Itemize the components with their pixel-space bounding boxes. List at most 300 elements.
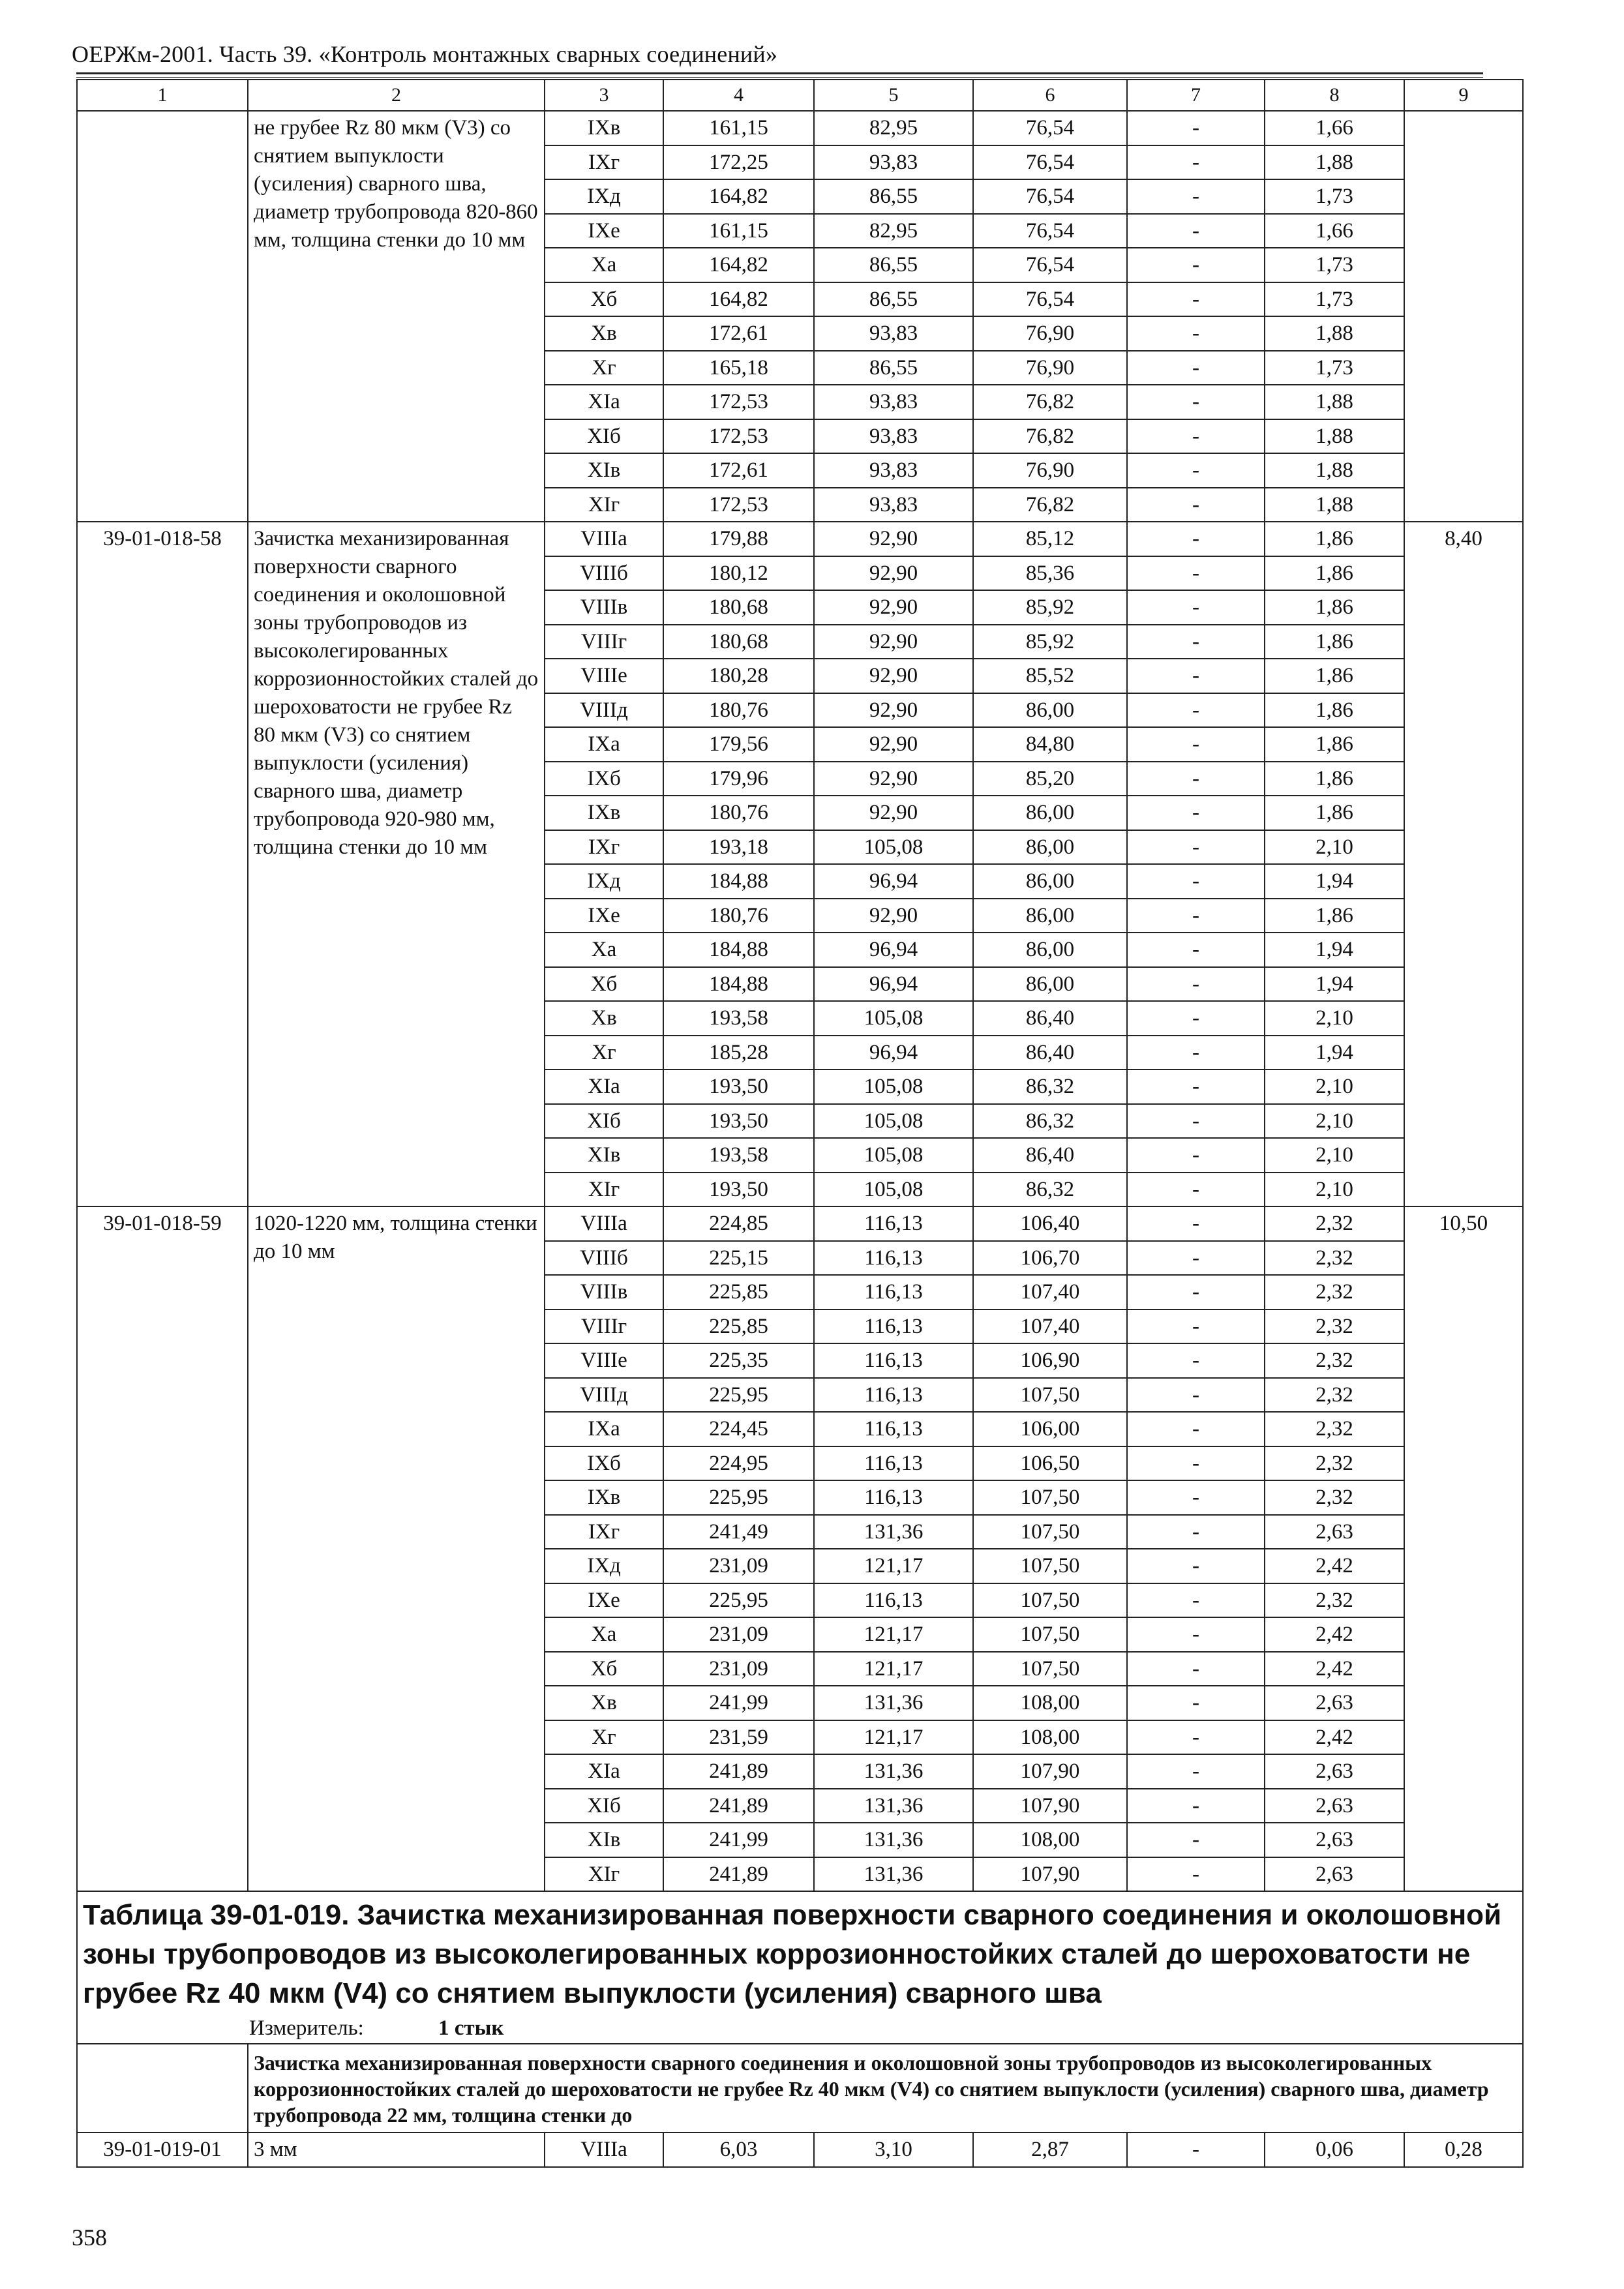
table-row — [77, 2132, 1523, 2167]
rates-table — [76, 79, 1524, 2168]
cell-labor: 86,55 — [814, 282, 973, 317]
table-row — [77, 111, 1523, 145]
cell-class: Xг — [545, 351, 663, 385]
cell-labor-hours: 2,10 — [1265, 1104, 1404, 1139]
cell-labor-hours: 1,88 — [1265, 145, 1404, 180]
cell-labor: 131,36 — [814, 1857, 973, 1892]
cell-materials: - — [1127, 453, 1265, 488]
column-number: 3 — [545, 80, 663, 111]
cell-class: XIб — [545, 419, 663, 454]
cell-materials: - — [1127, 248, 1265, 282]
cell-class: Xг — [545, 1720, 663, 1755]
cell-class: XIв — [545, 1823, 663, 1857]
cell-labor: 92,90 — [814, 899, 973, 933]
cell-labor: 116,13 — [814, 1241, 973, 1276]
cell-labor: 131,36 — [814, 1515, 973, 1549]
cell-labor-hours: 2,32 — [1265, 1241, 1404, 1276]
cell-labor-hours: 2,63 — [1265, 1686, 1404, 1720]
cell-total: 224,95 — [663, 1446, 814, 1481]
cell-materials: - — [1127, 899, 1265, 933]
cell-class: XIа — [545, 1070, 663, 1104]
cell-machines: 76,90 — [973, 351, 1127, 385]
cell-labor-hours: 1,88 — [1265, 488, 1404, 522]
cell-materials: - — [1127, 179, 1265, 214]
cell-total: 179,56 — [663, 727, 814, 762]
cell-class: IXг — [545, 1515, 663, 1549]
cell-total: 225,15 — [663, 1241, 814, 1276]
cell-labor: 92,90 — [814, 522, 973, 556]
section-title: Таблица 39-01-019. Зачистка механизированная поверхности сварного соединения и околошовной зоны трубопроводов из высоколегированных коррозионностойких сталей до шероховатости не грубее Rz 40 мкм (V4) со снятием выпуклости (усиления) сварного шва — [77, 1891, 1523, 2013]
cell-total: 179,88 — [663, 522, 814, 556]
cell-materials: - — [1127, 1515, 1265, 1549]
cell-machines: 108,00 — [973, 1823, 1127, 1857]
cell-machines: 86,40 — [973, 1001, 1127, 1036]
cell-labor-hours: 2,63 — [1265, 1515, 1404, 1549]
cell-labor-hours: 1,86 — [1265, 693, 1404, 728]
cell-total: 180,28 — [663, 659, 814, 693]
cell-total: 225,35 — [663, 1343, 814, 1378]
row-description: Зачистка механизированная поверхности сварного соединения и околошовной зоны трубопроводов из высоколегированных коррозионностойких сталей до шероховатости не грубее Rz 80 мкм (V3) со снятием выпуклости (усиления) сварного шва, диаметр трубопровода 920-980 мм, толщина стенки до 10 мм — [248, 522, 545, 1206]
cell-class: Xв — [545, 1686, 663, 1720]
cell-class: IXд — [545, 179, 663, 214]
cell-class: VIIIг — [545, 625, 663, 659]
cell-machines: 107,90 — [973, 1857, 1127, 1892]
header-rule — [76, 72, 1483, 74]
cell-materials: - — [1127, 1652, 1265, 1686]
cell-total: 180,76 — [663, 899, 814, 933]
cell-labor-hours: 2,63 — [1265, 1857, 1404, 1892]
cell-labor-hours: 1,73 — [1265, 179, 1404, 214]
column-numbers-row — [77, 80, 1523, 111]
cell-labor: 82,95 — [814, 214, 973, 248]
cell-class: IXд — [545, 864, 663, 899]
cell-machines: 107,40 — [973, 1309, 1127, 1344]
cell-materials: - — [1127, 1446, 1265, 1481]
cell-class: Xа — [545, 248, 663, 282]
cell-machines: 76,82 — [973, 419, 1127, 454]
cell-labor-hours: 1,86 — [1265, 899, 1404, 933]
cell-class: XIб — [545, 1789, 663, 1823]
cell-machines: 86,40 — [973, 1138, 1127, 1173]
cell-materials: - — [1127, 145, 1265, 180]
section-title-row — [77, 1891, 1523, 2013]
cell-materials: - — [1127, 762, 1265, 796]
column-number: 2 — [248, 80, 545, 111]
cell-labor-hours: 2,10 — [1265, 830, 1404, 865]
cell-labor: 92,90 — [814, 796, 973, 830]
cell-materials: - — [1127, 1275, 1265, 1309]
cell-total: 225,95 — [663, 1480, 814, 1515]
cell-labor-hours: 2,32 — [1265, 1583, 1404, 1618]
cell-labor-hours: 1,66 — [1265, 214, 1404, 248]
cell-materials: - — [1127, 1686, 1265, 1720]
cell-labor: 92,90 — [814, 590, 973, 625]
cell-class: XIг — [545, 1857, 663, 1892]
cell-class: IXа — [545, 727, 663, 762]
cell-labor-hours: 1,86 — [1265, 796, 1404, 830]
cell-machines: 107,40 — [973, 1275, 1127, 1309]
cell-labor: 92,90 — [814, 659, 973, 693]
cell-class: IXг — [545, 145, 663, 180]
cell-machines: 76,54 — [973, 179, 1127, 214]
cell-materials: - — [1127, 1789, 1265, 1823]
cell-class: IXб — [545, 1446, 663, 1481]
cell-materials: - — [1127, 967, 1265, 1002]
cell-class: Xб — [545, 1652, 663, 1686]
cell-labor-hours: 1,86 — [1265, 727, 1404, 762]
cell-labor-hours: 1,73 — [1265, 282, 1404, 317]
cell-class: XIг — [545, 1173, 663, 1207]
cell-materials: - — [1127, 556, 1265, 591]
cell-class: Xв — [545, 316, 663, 351]
cell-materials: - — [1127, 1036, 1265, 1070]
cell-labor: 131,36 — [814, 1754, 973, 1789]
cell-materials: - — [1127, 419, 1265, 454]
cell-machines: 85,36 — [973, 556, 1127, 591]
cell-labor: 86,55 — [814, 351, 973, 385]
cell-materials: - — [1127, 1823, 1265, 1857]
cell-labor: 116,13 — [814, 1583, 973, 1618]
cell-labor-hours: 2,42 — [1265, 1549, 1404, 1583]
cell-col9: 0,28 — [1404, 2132, 1523, 2167]
cell-materials: - — [1127, 1343, 1265, 1378]
cell-class: IXб — [545, 762, 663, 796]
cell-labor: 121,17 — [814, 1652, 973, 1686]
cell-total: 172,25 — [663, 145, 814, 180]
cell-total: 172,61 — [663, 316, 814, 351]
cell-materials: - — [1127, 488, 1265, 522]
cell-labor-hours: 1,86 — [1265, 590, 1404, 625]
cell-machines: 2,87 — [973, 2132, 1127, 2167]
row-code: 39-01-019-01 — [77, 2132, 248, 2167]
cell-machines: 86,00 — [973, 693, 1127, 728]
cell-total: 164,82 — [663, 179, 814, 214]
cell-total: 180,76 — [663, 796, 814, 830]
cell-total: 241,89 — [663, 1754, 814, 1789]
measure-row — [77, 2013, 1523, 2044]
cell-class: Xг — [545, 1036, 663, 1070]
column-number: 9 — [1404, 80, 1523, 111]
cell-materials: - — [1127, 385, 1265, 419]
cell-total: 224,85 — [663, 1206, 814, 1241]
cell-labor: 96,94 — [814, 1036, 973, 1070]
cell-machines: 108,00 — [973, 1720, 1127, 1755]
cell-materials: - — [1127, 1857, 1265, 1892]
cell-materials: - — [1127, 1549, 1265, 1583]
cell-class: IXе — [545, 899, 663, 933]
cell-labor: 121,17 — [814, 1549, 973, 1583]
cell-class: VIIIе — [545, 659, 663, 693]
cell-labor-hours: 2,32 — [1265, 1206, 1404, 1241]
cell-materials: - — [1127, 351, 1265, 385]
cell-materials: - — [1127, 933, 1265, 967]
cell-total: 179,96 — [663, 762, 814, 796]
cell-labor: 105,08 — [814, 1104, 973, 1139]
cell-class: XIв — [545, 1138, 663, 1173]
cell-labor: 86,55 — [814, 248, 973, 282]
cell-materials: - — [1127, 1104, 1265, 1139]
cell-machines: 76,82 — [973, 385, 1127, 419]
cell-class: IXг — [545, 830, 663, 865]
column-number: 4 — [663, 80, 814, 111]
cell-labor-hours: 2,10 — [1265, 1173, 1404, 1207]
cell-machines: 85,20 — [973, 762, 1127, 796]
cell-total: 161,15 — [663, 111, 814, 145]
cell-total: 165,18 — [663, 351, 814, 385]
column-number: 7 — [1127, 80, 1265, 111]
cell-labor-hours: 1,88 — [1265, 419, 1404, 454]
cell-total: 172,53 — [663, 419, 814, 454]
cell-machines: 85,92 — [973, 625, 1127, 659]
cell-total: 185,28 — [663, 1036, 814, 1070]
cell-total: 225,85 — [663, 1309, 814, 1344]
column-number: 6 — [973, 80, 1127, 111]
cell-total: 180,12 — [663, 556, 814, 591]
cell-labor-hours: 1,88 — [1265, 385, 1404, 419]
cell-total: 161,15 — [663, 214, 814, 248]
cell-labor-hours: 1,94 — [1265, 864, 1404, 899]
cell-machines: 106,70 — [973, 1241, 1127, 1276]
cell-machines: 86,00 — [973, 933, 1127, 967]
cell-labor: 105,08 — [814, 1173, 973, 1207]
cell-machines: 76,54 — [973, 282, 1127, 317]
table-row — [77, 1206, 1523, 1241]
cell-labor-hours: 1,86 — [1265, 762, 1404, 796]
cell-total: 225,95 — [663, 1583, 814, 1618]
cell-machines: 76,54 — [973, 111, 1127, 145]
cell-total: 184,88 — [663, 864, 814, 899]
cell-labor-hours: 2,10 — [1265, 1138, 1404, 1173]
cell-labor: 105,08 — [814, 1138, 973, 1173]
cell-labor-hours: 2,10 — [1265, 1001, 1404, 1036]
cell-machines: 85,92 — [973, 590, 1127, 625]
cell-total: 164,82 — [663, 282, 814, 317]
cell-labor: 93,83 — [814, 145, 973, 180]
cell-machines: 76,54 — [973, 214, 1127, 248]
cell-labor: 116,13 — [814, 1206, 973, 1241]
cell-total: 172,53 — [663, 385, 814, 419]
cell-materials: - — [1127, 796, 1265, 830]
cell-class: IXе — [545, 214, 663, 248]
column-number: 8 — [1265, 80, 1404, 111]
cell-machines: 107,50 — [973, 1617, 1127, 1652]
cell-machines: 107,50 — [973, 1583, 1127, 1618]
cell-materials: - — [1127, 111, 1265, 145]
cell-class: XIб — [545, 1104, 663, 1139]
cell-total: 193,50 — [663, 1173, 814, 1207]
cell-labor: 93,83 — [814, 316, 973, 351]
cell-total: 225,85 — [663, 1275, 814, 1309]
cell-materials: - — [1127, 316, 1265, 351]
cell-machines: 107,50 — [973, 1378, 1127, 1413]
cell-labor-hours: 2,42 — [1265, 1617, 1404, 1652]
cell-labor: 93,83 — [814, 453, 973, 488]
cell-materials: - — [1127, 1583, 1265, 1618]
cell-class: Xв — [545, 1001, 663, 1036]
cell-labor: 93,83 — [814, 419, 973, 454]
cell-machines: 108,00 — [973, 1686, 1127, 1720]
cell-labor-hours: 1,86 — [1265, 556, 1404, 591]
cell-total: 184,88 — [663, 933, 814, 967]
cell-labor-hours: 2,32 — [1265, 1446, 1404, 1481]
cell-machines: 76,90 — [973, 453, 1127, 488]
cell-labor-hours: 2,32 — [1265, 1343, 1404, 1378]
cell-total: 172,61 — [663, 453, 814, 488]
cell-labor: 92,90 — [814, 556, 973, 591]
cell-labor-hours: 2,42 — [1265, 1652, 1404, 1686]
cell-labor: 92,90 — [814, 625, 973, 659]
cell-total: 193,58 — [663, 1138, 814, 1173]
cell-labor-hours: 2,42 — [1265, 1720, 1404, 1755]
cell-materials: - — [1127, 1070, 1265, 1104]
row-col9: 8,40 — [1404, 522, 1523, 1206]
cell-labor-hours: 1,88 — [1265, 316, 1404, 351]
cell-materials: - — [1127, 1617, 1265, 1652]
cell-materials: - — [1127, 214, 1265, 248]
cell-materials: - — [1127, 1754, 1265, 1789]
cell-labor-hours: 1,86 — [1265, 659, 1404, 693]
cell-materials: - — [1127, 590, 1265, 625]
cell-labor-hours: 2,63 — [1265, 1754, 1404, 1789]
cell-total: 241,99 — [663, 1686, 814, 1720]
table-row — [77, 522, 1523, 556]
row-description: не грубее Rz 80 мкм (V3) со снятием выпуклости (усиления) сварного шва, диаметр трубопровода 820-860 мм, толщина стенки до 10 мм — [248, 111, 545, 522]
cell-machines: 86,32 — [973, 1104, 1127, 1139]
cell-class: VIIIа — [545, 522, 663, 556]
cell-materials: - — [1127, 1206, 1265, 1241]
cell-total: 231,59 — [663, 1720, 814, 1755]
cell-labor-hours: 1,94 — [1265, 967, 1404, 1002]
cell-labor: 92,90 — [814, 762, 973, 796]
cell-labor: 116,13 — [814, 1275, 973, 1309]
cell-labor-hours: 2,63 — [1265, 1789, 1404, 1823]
row-code: 39-01-018-58 — [77, 522, 248, 1206]
cell-class: VIIIв — [545, 590, 663, 625]
cell-labor: 96,94 — [814, 864, 973, 899]
cell-materials: - — [1127, 282, 1265, 317]
cell-class: IXд — [545, 1549, 663, 1583]
cell-materials: - — [1127, 522, 1265, 556]
cell-total: 241,89 — [663, 1857, 814, 1892]
cell-total: 224,45 — [663, 1412, 814, 1446]
cell-total: 231,09 — [663, 1652, 814, 1686]
cell-materials: - — [1127, 1720, 1265, 1755]
cell-materials: - — [1127, 727, 1265, 762]
cell-labor-hours: 1,86 — [1265, 625, 1404, 659]
cell-materials: - — [1127, 830, 1265, 865]
cell-total: 164,82 — [663, 248, 814, 282]
cell-labor-hours: 1,88 — [1265, 453, 1404, 488]
cell-machines: 86,40 — [973, 1036, 1127, 1070]
cell-class: XIа — [545, 1754, 663, 1789]
cell-labor: 105,08 — [814, 1070, 973, 1104]
cell-class: VIIIб — [545, 556, 663, 591]
cell-labor-hours: 1,73 — [1265, 248, 1404, 282]
cell-labor-hours: 1,66 — [1265, 111, 1404, 145]
cell-total: 193,50 — [663, 1070, 814, 1104]
cell-labor: 131,36 — [814, 1823, 973, 1857]
cell-machines: 86,32 — [973, 1173, 1127, 1207]
cell-class: VIIIе — [545, 1343, 663, 1378]
cell-class: VIIIб — [545, 1241, 663, 1276]
cell-class: IXв — [545, 111, 663, 145]
cell-total: 6,03 — [663, 2132, 814, 2167]
header-rule-thin — [76, 77, 1483, 78]
cell-labor: 116,13 — [814, 1480, 973, 1515]
cell-labor-hours: 0,06 — [1265, 2132, 1404, 2167]
cell-labor-hours: 1,94 — [1265, 1036, 1404, 1070]
cell-machines: 107,90 — [973, 1789, 1127, 1823]
cell-machines: 86,00 — [973, 830, 1127, 865]
cell-labor: 105,08 — [814, 1001, 973, 1036]
cell-total: 231,09 — [663, 1617, 814, 1652]
cell-class: Xб — [545, 967, 663, 1002]
measure-label: Измеритель: — [249, 2016, 364, 2040]
cell-labor: 116,13 — [814, 1378, 973, 1413]
cell-labor-hours: 2,32 — [1265, 1412, 1404, 1446]
cell-machines: 86,00 — [973, 864, 1127, 899]
cell-class: Xб — [545, 282, 663, 317]
cell-total: 184,88 — [663, 967, 814, 1002]
cell-class: VIIIв — [545, 1275, 663, 1309]
page-number: 358 — [72, 2224, 107, 2251]
cell-labor-hours: 1,94 — [1265, 933, 1404, 967]
cell-total: 225,95 — [663, 1378, 814, 1413]
cell-total: 241,99 — [663, 1823, 814, 1857]
cell-machines: 76,90 — [973, 316, 1127, 351]
cell-machines: 106,40 — [973, 1206, 1127, 1241]
cell-labor: 92,90 — [814, 727, 973, 762]
cell-labor: 3,10 — [814, 2132, 973, 2167]
cell-machines: 107,50 — [973, 1652, 1127, 1686]
cell-machines: 106,00 — [973, 1412, 1127, 1446]
cell-total: 193,18 — [663, 830, 814, 865]
cell-materials: - — [1127, 1138, 1265, 1173]
cell-labor: 105,08 — [814, 830, 973, 865]
column-number: 1 — [77, 80, 248, 111]
cell-total: 241,89 — [663, 1789, 814, 1823]
cell-machines: 107,50 — [973, 1480, 1127, 1515]
cell-class: XIа — [545, 385, 663, 419]
cell-materials: - — [1127, 1001, 1265, 1036]
cell-class: VIIIг — [545, 1309, 663, 1344]
cell-machines: 86,00 — [973, 899, 1127, 933]
cell-class: XIг — [545, 488, 663, 522]
cell-total: 241,49 — [663, 1515, 814, 1549]
cell-class: XIв — [545, 453, 663, 488]
cell-materials: - — [1127, 625, 1265, 659]
section-subtitle: Зачистка механизированная поверхности сварного соединения и околошовной зоны трубопроводов из высоколегированных коррозионностойких сталей до шероховатости не грубее Rz 40 мкм (V4) со снятием выпуклости (усиления) сварного шва, диаметр трубопровода 22 мм, толщина стенки до — [248, 2044, 1523, 2132]
cell-machines: 107,90 — [973, 1754, 1127, 1789]
cell-machines: 86,32 — [973, 1070, 1127, 1104]
cell-total: 180,76 — [663, 693, 814, 728]
cell-labor-hours: 2,63 — [1265, 1823, 1404, 1857]
cell-labor: 92,90 — [814, 693, 973, 728]
cell-labor-hours: 2,32 — [1265, 1480, 1404, 1515]
cell-class: VIIIд — [545, 1378, 663, 1413]
cell-materials: - — [1127, 1173, 1265, 1207]
cell-class: IXв — [545, 1480, 663, 1515]
cell-labor-hours: 2,10 — [1265, 1070, 1404, 1104]
cell-labor: 116,13 — [814, 1412, 973, 1446]
row-code: 39-01-018-59 — [77, 1206, 248, 1891]
cell-materials: - — [1127, 693, 1265, 728]
cell-machines: 86,00 — [973, 967, 1127, 1002]
cell-total: 172,53 — [663, 488, 814, 522]
cell-class: IXв — [545, 796, 663, 830]
cell-machines: 106,50 — [973, 1446, 1127, 1481]
cell-labor: 93,83 — [814, 488, 973, 522]
